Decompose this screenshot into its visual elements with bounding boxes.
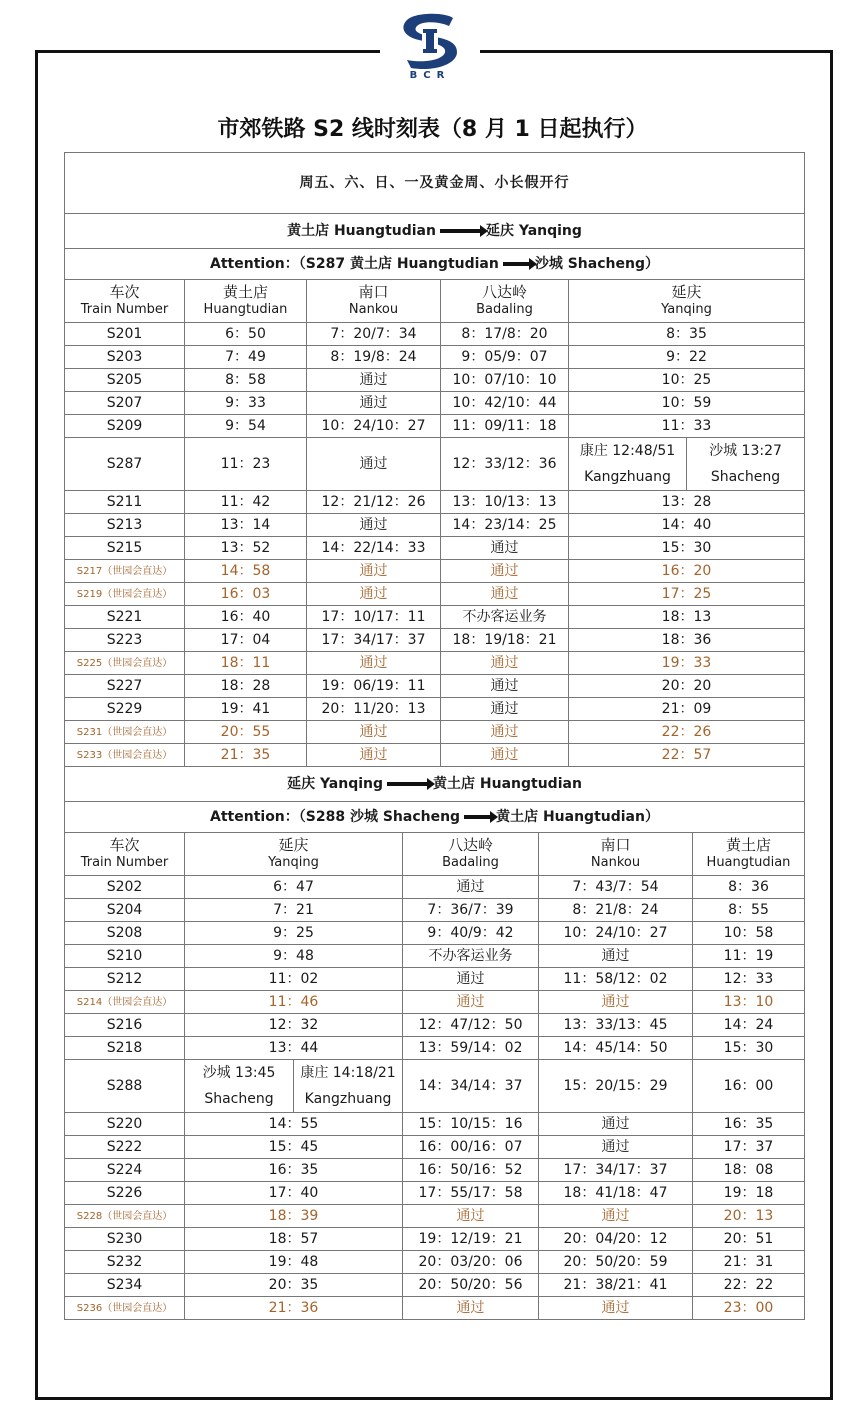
huangtudian-time: 11：23 xyxy=(185,438,307,491)
train-number: S228（世园会直达） xyxy=(65,1205,185,1228)
shacheng-stop xyxy=(686,438,804,490)
badaling-time: 18：19/18：21 xyxy=(441,629,569,652)
nankou-time: 19：06/19：11 xyxy=(307,675,441,698)
yanqing-time: 13：28 xyxy=(569,491,805,514)
nankou-time: 通过 xyxy=(307,514,441,537)
train-number: S214（世园会直达） xyxy=(65,991,185,1014)
outbound-attention-row xyxy=(65,249,805,280)
shacheng-stop-line1: 沙城 13:45 xyxy=(202,1065,276,1081)
nankou-time: 通过 xyxy=(307,369,441,392)
shacheng-stop-line2: Shacheng xyxy=(710,469,781,485)
nankou-time: 通过 xyxy=(539,1297,693,1320)
outbound-col-yanqing-header-en: Yanqing xyxy=(661,302,712,317)
train-number: S211 xyxy=(65,491,185,514)
yanqing-time: 22：57 xyxy=(569,744,805,767)
train-number: S223 xyxy=(65,629,185,652)
nankou-time: 20：11/20：13 xyxy=(307,698,441,721)
arrow-right-icon xyxy=(503,262,531,266)
badaling-time: 通过 xyxy=(403,1205,539,1228)
badaling-time: 12：33/12：36 xyxy=(441,438,569,491)
nankou-time: 通过 xyxy=(307,583,441,606)
kangzhuang-stop xyxy=(293,1060,402,1112)
kangzhuang-stop-line2: Kangzhuang xyxy=(304,1091,392,1107)
yanqing-time: 15：45 xyxy=(185,1136,403,1159)
outbound-row xyxy=(65,606,805,629)
train-number: S226 xyxy=(65,1182,185,1205)
yanqing-time xyxy=(569,438,805,491)
train-number: S225（世园会直达） xyxy=(65,652,185,675)
outbound-attention-prefix: Attention：（S287 黄土店 Huangtudian xyxy=(210,255,499,272)
badaling-time: 16：00/16：07 xyxy=(403,1136,539,1159)
inbound-col-nankou-header xyxy=(539,833,693,876)
yanqing-time: 14：55 xyxy=(185,1113,403,1136)
outbound-header-row xyxy=(65,280,805,323)
outbound-direction-row xyxy=(65,214,805,249)
shacheng-stop xyxy=(185,1060,293,1112)
huangtudian-time: 13：52 xyxy=(185,537,307,560)
badaling-time: 14：23/14：25 xyxy=(441,514,569,537)
inbound-col-nankou-header-en: Nankou xyxy=(590,855,641,870)
outbound-from: 黄土店 Huangtudian xyxy=(287,222,436,239)
outbound-row xyxy=(65,629,805,652)
yanqing-time: 14：40 xyxy=(569,514,805,537)
outbound-row xyxy=(65,392,805,415)
nankou-time: 14：45/14：50 xyxy=(539,1037,693,1060)
nankou-time: 10：24/10：27 xyxy=(307,415,441,438)
inbound-row xyxy=(65,945,805,968)
yanqing-time: 10：59 xyxy=(569,392,805,415)
yanqing-time: 9：22 xyxy=(569,346,805,369)
nankou-time: 通过 xyxy=(307,392,441,415)
nankou-time: 12：21/12：26 xyxy=(307,491,441,514)
yanqing-time: 9：48 xyxy=(185,945,403,968)
inbound-row xyxy=(65,1037,805,1060)
badaling-time: 20：03/20：06 xyxy=(403,1251,539,1274)
nankou-time: 通过 xyxy=(307,744,441,767)
huangtudian-time: 6：50 xyxy=(185,323,307,346)
train-number: S201 xyxy=(65,323,185,346)
huangtudian-time: 7：49 xyxy=(185,346,307,369)
huangtudian-time: 19：41 xyxy=(185,698,307,721)
train-number: S218 xyxy=(65,1037,185,1060)
inbound-row xyxy=(65,1136,805,1159)
outbound-row xyxy=(65,652,805,675)
huangtudian-time: 9：54 xyxy=(185,415,307,438)
badaling-time: 通过 xyxy=(403,991,539,1014)
badaling-time: 12：47/12：50 xyxy=(403,1014,539,1037)
inbound-direction-row xyxy=(65,767,805,802)
badaling-time: 13：59/14：02 xyxy=(403,1037,539,1060)
inbound-from: 延庆 Yanqing xyxy=(287,775,384,792)
inbound-row xyxy=(65,899,805,922)
service-banner: 周五、六、日、一及黄金周、小长假开行 xyxy=(65,153,805,214)
train-number: S224 xyxy=(65,1159,185,1182)
huangtudian-time: 17：04 xyxy=(185,629,307,652)
nankou-time: 13：33/13：45 xyxy=(539,1014,693,1037)
nankou-time: 通过 xyxy=(539,1136,693,1159)
huangtudian-time: 13：10 xyxy=(693,991,805,1014)
huangtudian-time: 20：51 xyxy=(693,1228,805,1251)
inbound-col-badaling-header-cn: 八达岭 xyxy=(447,836,493,854)
arrow-right-icon xyxy=(387,782,429,786)
huangtudian-time: 14：58 xyxy=(185,560,307,583)
huangtudian-time: 19：18 xyxy=(693,1182,805,1205)
outbound-row xyxy=(65,514,805,537)
nankou-time: 20：50/20：59 xyxy=(539,1251,693,1274)
badaling-time: 7：36/7：39 xyxy=(403,899,539,922)
inbound-to: 黄土店 Huangtudian xyxy=(433,775,582,792)
outbound-to: 延庆 Yanqing xyxy=(485,222,582,239)
inbound-direction xyxy=(65,767,805,802)
badaling-time: 通过 xyxy=(441,560,569,583)
train-number: S209 xyxy=(65,415,185,438)
train-number: S234 xyxy=(65,1274,185,1297)
nankou-time: 10：24/10：27 xyxy=(539,922,693,945)
outbound-direction xyxy=(65,214,805,249)
huangtudian-time: 16：00 xyxy=(693,1060,805,1113)
inbound-row xyxy=(65,876,805,899)
huangtudian-time: 13：14 xyxy=(185,514,307,537)
huangtudian-time: 8：36 xyxy=(693,876,805,899)
inbound-row xyxy=(65,1274,805,1297)
outbound-attention-suffix: 沙城 Shacheng） xyxy=(534,255,659,272)
yanqing-time: 18：36 xyxy=(569,629,805,652)
outbound-col-train-header-en: Train Number xyxy=(80,302,169,317)
nankou-time: 8：21/8：24 xyxy=(539,899,693,922)
outbound-col-train-header-cn: 车次 xyxy=(109,283,140,301)
train-number: S287 xyxy=(65,438,185,491)
bcr-logo xyxy=(380,10,480,100)
train-number: S219（世园会直达） xyxy=(65,583,185,606)
outbound-col-nankou-header-cn: 南口 xyxy=(358,283,389,301)
yanqing-time: 6：47 xyxy=(185,876,403,899)
train-number: S210 xyxy=(65,945,185,968)
badaling-time: 通过 xyxy=(403,876,539,899)
badaling-time: 不办客运业务 xyxy=(441,606,569,629)
inbound-col-train-header-cn: 车次 xyxy=(109,836,140,854)
train-number: S216 xyxy=(65,1014,185,1037)
badaling-time: 15：10/15：16 xyxy=(403,1113,539,1136)
nankou-time: 17：10/17：11 xyxy=(307,606,441,629)
yanqing-time: 20：35 xyxy=(185,1274,403,1297)
inbound-row xyxy=(65,1060,805,1113)
inbound-row xyxy=(65,1297,805,1320)
train-number: S288 xyxy=(65,1060,185,1113)
train-number: S236（世园会直达） xyxy=(65,1297,185,1320)
inbound-col-yanqing-header-en: Yanqing xyxy=(268,855,319,870)
nankou-time: 17：34/17：37 xyxy=(539,1159,693,1182)
bcr-logo-icon xyxy=(395,10,465,72)
badaling-time: 13：10/13：13 xyxy=(441,491,569,514)
huangtudian-time: 12：33 xyxy=(693,968,805,991)
badaling-time: 通过 xyxy=(441,537,569,560)
inbound-attention-suffix: 黄土店 Huangtudian） xyxy=(496,808,659,825)
train-number: S227 xyxy=(65,675,185,698)
huangtudian-time: 16：35 xyxy=(693,1113,805,1136)
nankou-time: 14：22/14：33 xyxy=(307,537,441,560)
badaling-time: 通过 xyxy=(441,698,569,721)
train-number: S231（世园会直达） xyxy=(65,721,185,744)
train-number: S203 xyxy=(65,346,185,369)
arrow-right-icon xyxy=(464,815,492,819)
outbound-row xyxy=(65,560,805,583)
yanqing-time-split xyxy=(185,1060,402,1112)
inbound-col-huangtudian-header-cn: 黄土店 xyxy=(725,836,771,854)
huangtudian-time: 23：00 xyxy=(693,1297,805,1320)
outbound-col-yanqing-header-cn: 延庆 xyxy=(671,283,702,301)
train-number: S232 xyxy=(65,1251,185,1274)
inbound-row xyxy=(65,1205,805,1228)
inbound-row xyxy=(65,991,805,1014)
nankou-time: 7：20/7：34 xyxy=(307,323,441,346)
huangtudian-time: 18：28 xyxy=(185,675,307,698)
inbound-row xyxy=(65,1159,805,1182)
nankou-time: 17：34/17：37 xyxy=(307,629,441,652)
nankou-time: 7：43/7：54 xyxy=(539,876,693,899)
badaling-time: 通过 xyxy=(403,968,539,991)
nankou-time: 通过 xyxy=(539,991,693,1014)
outbound-col-huangtudian-header-cn: 黄土店 xyxy=(222,283,268,301)
yanqing-time: 20：20 xyxy=(569,675,805,698)
inbound-col-huangtudian-header-en: Huangtudian xyxy=(706,855,791,870)
train-number: S220 xyxy=(65,1113,185,1136)
outbound-row xyxy=(65,415,805,438)
outbound-row xyxy=(65,721,805,744)
nankou-time: 通过 xyxy=(307,652,441,675)
inbound-col-yanqing-header-cn: 延庆 xyxy=(278,836,309,854)
badaling-time: 8：17/8：20 xyxy=(441,323,569,346)
inbound-row xyxy=(65,922,805,945)
yanqing-time: 18：13 xyxy=(569,606,805,629)
yanqing-time: 18：39 xyxy=(185,1205,403,1228)
outbound-col-badaling-header xyxy=(441,280,569,323)
train-number: S204 xyxy=(65,899,185,922)
yanqing-time-split xyxy=(569,438,804,490)
outbound-row xyxy=(65,675,805,698)
huangtudian-time: 10：58 xyxy=(693,922,805,945)
inbound-col-badaling-header-en: Badaling xyxy=(442,855,499,870)
train-number: S207 xyxy=(65,392,185,415)
badaling-time: 16：50/16：52 xyxy=(403,1159,539,1182)
badaling-time: 19：12/19：21 xyxy=(403,1228,539,1251)
kangzhuang-stop-line1: 康庄 12:48/51 xyxy=(579,443,676,459)
kangzhuang-stop-line1: 康庄 14:18/21 xyxy=(300,1065,396,1081)
yanqing-time: 19：33 xyxy=(569,652,805,675)
nankou-time: 通过 xyxy=(539,1113,693,1136)
yanqing-time: 17：25 xyxy=(569,583,805,606)
badaling-time: 17：55/17：58 xyxy=(403,1182,539,1205)
yanqing-time: 10：25 xyxy=(569,369,805,392)
huangtudian-time: 16：03 xyxy=(185,583,307,606)
train-number: S222 xyxy=(65,1136,185,1159)
badaling-time: 20：50/20：56 xyxy=(403,1274,539,1297)
yanqing-time: 12：32 xyxy=(185,1014,403,1037)
yanqing-time: 8：35 xyxy=(569,323,805,346)
outbound-col-train-header xyxy=(65,280,185,323)
badaling-time: 通过 xyxy=(403,1297,539,1320)
inbound-header-row xyxy=(65,833,805,876)
badaling-time: 9：05/9：07 xyxy=(441,346,569,369)
outbound-col-huangtudian-header xyxy=(185,280,307,323)
inbound-row xyxy=(65,1182,805,1205)
nankou-time: 通过 xyxy=(307,721,441,744)
huangtudian-time: 17：37 xyxy=(693,1136,805,1159)
outbound-row xyxy=(65,583,805,606)
inbound-attention xyxy=(65,802,805,833)
train-number: S217（世园会直达） xyxy=(65,560,185,583)
inbound-col-yanqing-header xyxy=(185,833,403,876)
inbound-attention-prefix: Attention：（S288 沙城 Shacheng xyxy=(210,808,461,825)
outbound-row xyxy=(65,369,805,392)
train-number: S215 xyxy=(65,537,185,560)
huangtudian-time: 15：30 xyxy=(693,1037,805,1060)
kangzhuang-stop xyxy=(569,438,686,490)
train-number: S205 xyxy=(65,369,185,392)
yanqing-time: 17：40 xyxy=(185,1182,403,1205)
outbound-row xyxy=(65,346,805,369)
inbound-col-badaling-header xyxy=(403,833,539,876)
huangtudian-time: 20：13 xyxy=(693,1205,805,1228)
badaling-time: 10：07/10：10 xyxy=(441,369,569,392)
outbound-row xyxy=(65,323,805,346)
badaling-time: 通过 xyxy=(441,652,569,675)
yanqing-time: 9：25 xyxy=(185,922,403,945)
nankou-time: 18：41/18：47 xyxy=(539,1182,693,1205)
train-number: S213 xyxy=(65,514,185,537)
huangtudian-time: 11：42 xyxy=(185,491,307,514)
outbound-col-huangtudian-header-en: Huangtudian xyxy=(203,302,288,317)
yanqing-time: 16：35 xyxy=(185,1159,403,1182)
outbound-row xyxy=(65,744,805,767)
huangtudian-time: 8：55 xyxy=(693,899,805,922)
inbound-col-nankou-header-cn: 南口 xyxy=(600,836,631,854)
badaling-time: 通过 xyxy=(441,583,569,606)
kangzhuang-stop-line2: Kangzhuang xyxy=(584,469,671,485)
train-number: S230 xyxy=(65,1228,185,1251)
badaling-time: 通过 xyxy=(441,721,569,744)
nankou-time: 通过 xyxy=(307,560,441,583)
nankou-time: 21：38/21：41 xyxy=(539,1274,693,1297)
yanqing-time: 21：09 xyxy=(569,698,805,721)
inbound-col-huangtudian-header xyxy=(693,833,805,876)
yanqing-time: 7：21 xyxy=(185,899,403,922)
nankou-time: 20：04/20：12 xyxy=(539,1228,693,1251)
yanqing-time: 11：33 xyxy=(569,415,805,438)
huangtudian-time: 20：55 xyxy=(185,721,307,744)
outbound-col-badaling-header-en: Badaling xyxy=(476,302,533,317)
huangtudian-time: 14：24 xyxy=(693,1014,805,1037)
yanqing-time: 11：02 xyxy=(185,968,403,991)
huangtudian-time: 18：11 xyxy=(185,652,307,675)
badaling-time: 11：09/11：18 xyxy=(441,415,569,438)
train-number: S202 xyxy=(65,876,185,899)
outbound-col-nankou-header xyxy=(307,280,441,323)
inbound-row xyxy=(65,1228,805,1251)
outbound-attention xyxy=(65,249,805,280)
nankou-time: 通过 xyxy=(539,1205,693,1228)
outbound-row xyxy=(65,438,805,491)
nankou-time: 通过 xyxy=(307,438,441,491)
huangtudian-time: 9：33 xyxy=(185,392,307,415)
nankou-time: 11：58/12：02 xyxy=(539,968,693,991)
outbound-row xyxy=(65,491,805,514)
yanqing-time: 13：44 xyxy=(185,1037,403,1060)
nankou-time: 通过 xyxy=(539,945,693,968)
outbound-row xyxy=(65,537,805,560)
huangtudian-time: 21：31 xyxy=(693,1251,805,1274)
inbound-attention-row xyxy=(65,802,805,833)
badaling-time: 9：40/9：42 xyxy=(403,922,539,945)
badaling-time: 不办客运业务 xyxy=(403,945,539,968)
outbound-col-yanqing-header xyxy=(569,280,805,323)
huangtudian-time: 11：19 xyxy=(693,945,805,968)
badaling-time: 14：34/14：37 xyxy=(403,1060,539,1113)
inbound-row xyxy=(65,1113,805,1136)
outbound-col-badaling-header-cn: 八达岭 xyxy=(481,283,527,301)
huangtudian-time: 22：22 xyxy=(693,1274,805,1297)
brand-name: BCR xyxy=(409,70,451,81)
service-banner-row xyxy=(65,153,805,214)
yanqing-time: 19：48 xyxy=(185,1251,403,1274)
train-number: S233（世园会直达） xyxy=(65,744,185,767)
yanqing-time: 11：46 xyxy=(185,991,403,1014)
yanqing-time: 15：30 xyxy=(569,537,805,560)
nankou-time: 8：19/8：24 xyxy=(307,346,441,369)
shacheng-stop-line2: Shacheng xyxy=(204,1091,274,1107)
outbound-row xyxy=(65,698,805,721)
page-title: 市郊铁路 S2 线时刻表（8 月 1 日起执行） xyxy=(217,117,648,142)
arrow-right-icon xyxy=(440,229,482,233)
inbound-row xyxy=(65,1251,805,1274)
yanqing-time: 16：20 xyxy=(569,560,805,583)
train-number: S208 xyxy=(65,922,185,945)
train-number: S229 xyxy=(65,698,185,721)
train-number: S221 xyxy=(65,606,185,629)
huangtudian-time: 8：58 xyxy=(185,369,307,392)
inbound-row xyxy=(65,968,805,991)
yanqing-time xyxy=(185,1060,403,1113)
huangtudian-time: 21：35 xyxy=(185,744,307,767)
badaling-time: 通过 xyxy=(441,744,569,767)
train-number: S212 xyxy=(65,968,185,991)
huangtudian-time: 18：08 xyxy=(693,1159,805,1182)
inbound-row xyxy=(65,1014,805,1037)
timetable xyxy=(64,152,805,1320)
yanqing-time: 21：36 xyxy=(185,1297,403,1320)
inbound-col-train-header-en: Train Number xyxy=(80,855,169,870)
outbound-col-nankou-header-en: Nankou xyxy=(348,302,399,317)
badaling-time: 通过 xyxy=(441,675,569,698)
badaling-time: 10：42/10：44 xyxy=(441,392,569,415)
yanqing-time: 18：57 xyxy=(185,1228,403,1251)
inbound-col-train-header xyxy=(65,833,185,876)
huangtudian-time: 16：40 xyxy=(185,606,307,629)
nankou-time: 15：20/15：29 xyxy=(539,1060,693,1113)
shacheng-stop-line1: 沙城 13:27 xyxy=(709,443,782,459)
yanqing-time: 22：26 xyxy=(569,721,805,744)
